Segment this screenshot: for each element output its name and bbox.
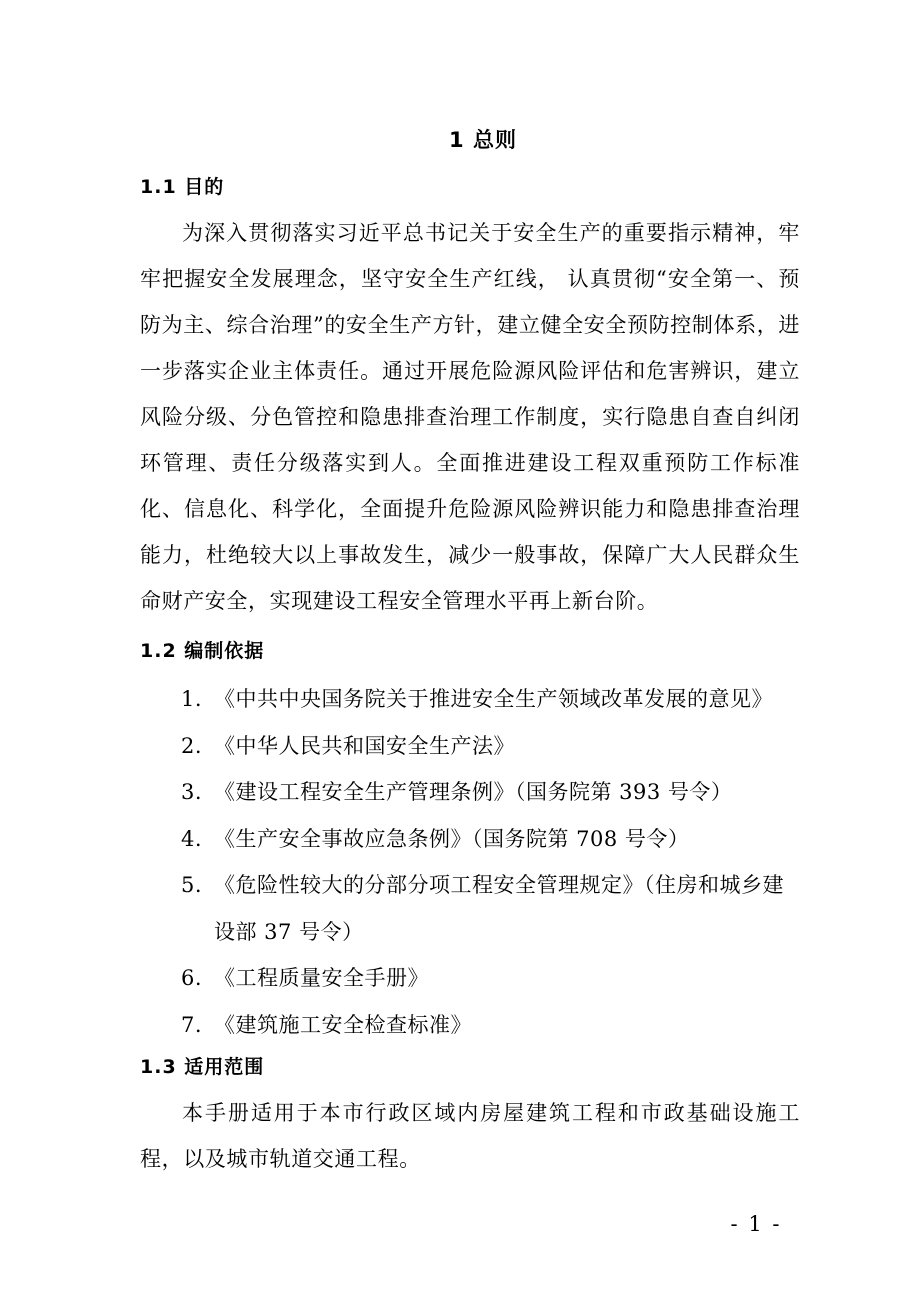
list-item-number: 5. [181, 873, 203, 897]
section-heading-basis: 1.2 编制依据 [140, 640, 265, 662]
list-item-number: 2. [181, 733, 203, 758]
list-item [0, 723, 794, 770]
list-item-number: 3. [181, 780, 203, 804]
list-item [0, 862, 794, 955]
purpose-paragraph: 为深入贯彻落实习近平总书记关于安全生产的重要指示精神，牢牢把握安全发展理念，坚守安全生产红线， 认真贯彻“安全第一、预防为主、综合治理”的安全生产方针，建立健全安全预防控制体系，进一步落实企业主体责任。通过开展危险源风险评估和危害辨识，建立风险分级、分色管控和隐患排查治理工作制度，实行隐患自查自纠闭环管理、责任分级落实到人。全面推进建设工程双重预防工作标准化、信息化、科学化，全面提升危险源风险辨识能力和隐患排查治理能力，杜绝较大以上事故发生，减少一般事故，保障广大人民群众生命财产安全，实现建设工程安全管理水平再上新台阶。 [140, 221, 800, 613]
reference-list [0, 676, 920, 1048]
list-item-number: 4. [181, 826, 203, 851]
chapter-title: 1 总则 [449, 128, 517, 152]
list-item [0, 816, 794, 863]
list-item [0, 1002, 794, 1049]
list-item-number: 7. [181, 1012, 203, 1037]
list-item-number: 6. [181, 966, 203, 990]
list-item [0, 676, 794, 723]
page-number: - 1 - [730, 1212, 782, 1236]
list-item-text: 《建设工程安全生产管理条例》（国务院第 393 号令） [214, 780, 733, 804]
list-item-text: 《工程质量安全手册》 [214, 966, 429, 990]
list-item [0, 955, 794, 1002]
list-item-text: 《中华人民共和国安全生产法》 [214, 733, 515, 758]
section-heading-scope: 1.3 适用范围 [140, 1056, 265, 1078]
list-item-number: 1. [181, 687, 203, 711]
list-item-text: 《生产安全事故应急条例》（国务院第 708 号令） [214, 826, 690, 851]
list-item [0, 769, 794, 816]
list-item-text: 《危险性较大的分部分项工程安全管理规定》（住房和城乡建设部 37 号令） [214, 873, 784, 944]
scope-paragraph: 本手册适用于本市行政区域内房屋建筑工程和市政基础设施工程，以及城市轨道交通工程。 [140, 1101, 800, 1171]
list-item-text: 《中共中央国务院关于推进安全生产领域改革发展的意见》 [214, 687, 773, 711]
section-heading-purpose: 1.1 目的 [140, 176, 225, 198]
list-item-text: 《建筑施工安全检查标准》 [214, 1012, 472, 1037]
